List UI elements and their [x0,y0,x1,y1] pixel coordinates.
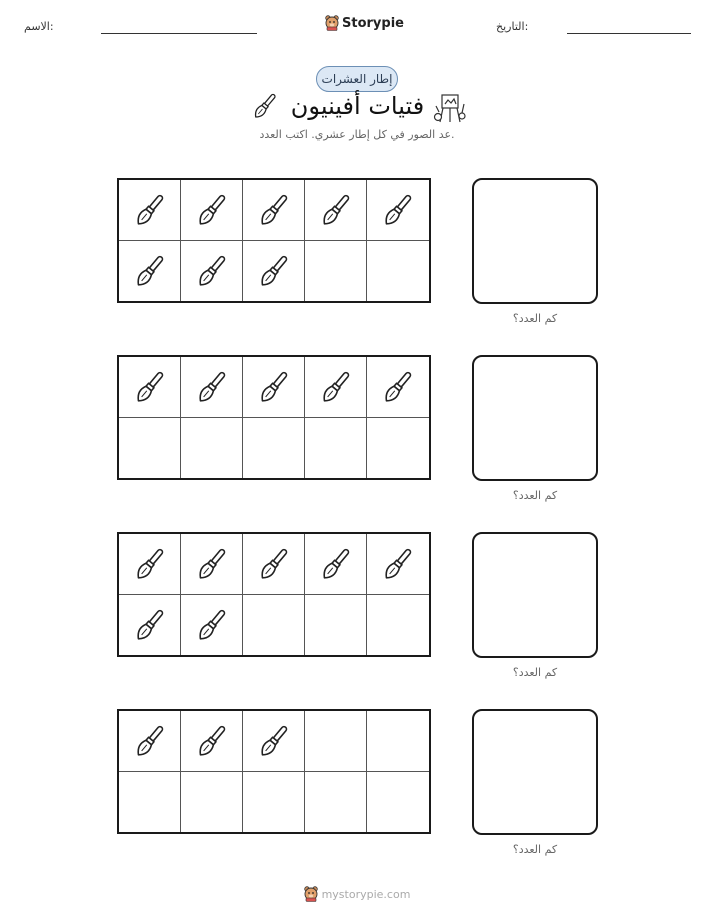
frame-cell [119,772,181,833]
frame-cell [119,241,181,302]
paintbrush-icon [192,544,232,584]
paintbrush-icon [316,190,356,230]
frame-cell [367,595,429,656]
ten-frame [117,178,431,303]
ten-frame [117,709,431,834]
paintbrush-icon [192,367,232,407]
frame-cell [243,595,305,656]
frame-cell [305,595,367,656]
frame-cell [119,711,181,772]
count-prompt: كم العدد؟ [512,666,558,679]
paintbrush-icon [378,190,418,230]
frame-cell [305,418,367,479]
frame-cell [305,534,367,595]
frame-cell [181,357,243,418]
frame-cell [367,357,429,418]
paintbrush-icon [316,367,356,407]
paintbrush-icon [192,721,232,761]
frame-cell [181,772,243,833]
ten-frame-badge: إطار العشرات [316,66,398,92]
frame-cell [243,711,305,772]
answer-box[interactable] [472,178,598,304]
bear-logo-icon [325,15,339,31]
paintbrush-icon [378,544,418,584]
paintbrush-icon [254,251,294,291]
frame-cell [305,357,367,418]
ten-frame [117,355,431,480]
date-line[interactable] [567,33,691,34]
frame-cell [119,595,181,656]
paintbrush-icon [192,251,232,291]
frame-cell [243,418,305,479]
frame-cell [243,357,305,418]
frame-cell [119,534,181,595]
frame-cell [305,180,367,241]
frame-cell [181,595,243,656]
ten-frame [117,532,431,657]
frame-cell [119,357,181,418]
paintbrush-icon [130,367,170,407]
frame-cell [367,418,429,479]
art-supplies-icon [433,92,467,124]
frame-cell [367,180,429,241]
paintbrush-icon [316,544,356,584]
frame-cell [181,534,243,595]
answer-box[interactable] [472,532,598,658]
name-line[interactable] [101,33,257,34]
frame-cell [119,180,181,241]
frame-cell [305,241,367,302]
frame-cell [181,711,243,772]
paintbrush-icon [130,251,170,291]
frame-cell [305,711,367,772]
paintbrush-icon [130,605,170,645]
frame-cell [181,241,243,302]
paintbrush-icon [254,190,294,230]
date-label: التاريخ: [496,20,529,33]
instructions: عد الصور في كل إطار عشري. اكتب العدد. [259,128,455,141]
frame-cell [243,772,305,833]
paintbrush-icon [254,721,294,761]
count-prompt: كم العدد؟ [512,312,558,325]
paintbrush-icon [192,605,232,645]
frame-cell [243,241,305,302]
paintbrush-icon [254,544,294,584]
paintbrush-icon [249,90,281,122]
frame-cell [367,711,429,772]
frame-cell [243,534,305,595]
footer [0,886,714,902]
storypie-logo [325,13,404,33]
paintbrush-icon [192,190,232,230]
paintbrush-icon [254,367,294,407]
logo-text: Storypie [342,15,404,31]
paintbrush-icon [130,544,170,584]
frame-cell [181,180,243,241]
frame-cell [181,418,243,479]
bear-logo-icon [304,886,318,902]
name-label: الاسم: [24,20,54,33]
frame-cell [243,180,305,241]
frame-cell [305,772,367,833]
paintbrush-icon [130,721,170,761]
answer-box[interactable] [472,355,598,481]
frame-cell [367,534,429,595]
page-title: فتيات أفينيون [290,92,425,120]
count-prompt: كم العدد؟ [512,843,558,856]
frame-cell [367,772,429,833]
footer-site: mystorypie.com [321,887,411,901]
frame-cell [367,241,429,302]
count-prompt: كم العدد؟ [512,489,558,502]
frame-cell [119,418,181,479]
answer-box[interactable] [472,709,598,835]
paintbrush-icon [130,190,170,230]
paintbrush-icon [378,367,418,407]
